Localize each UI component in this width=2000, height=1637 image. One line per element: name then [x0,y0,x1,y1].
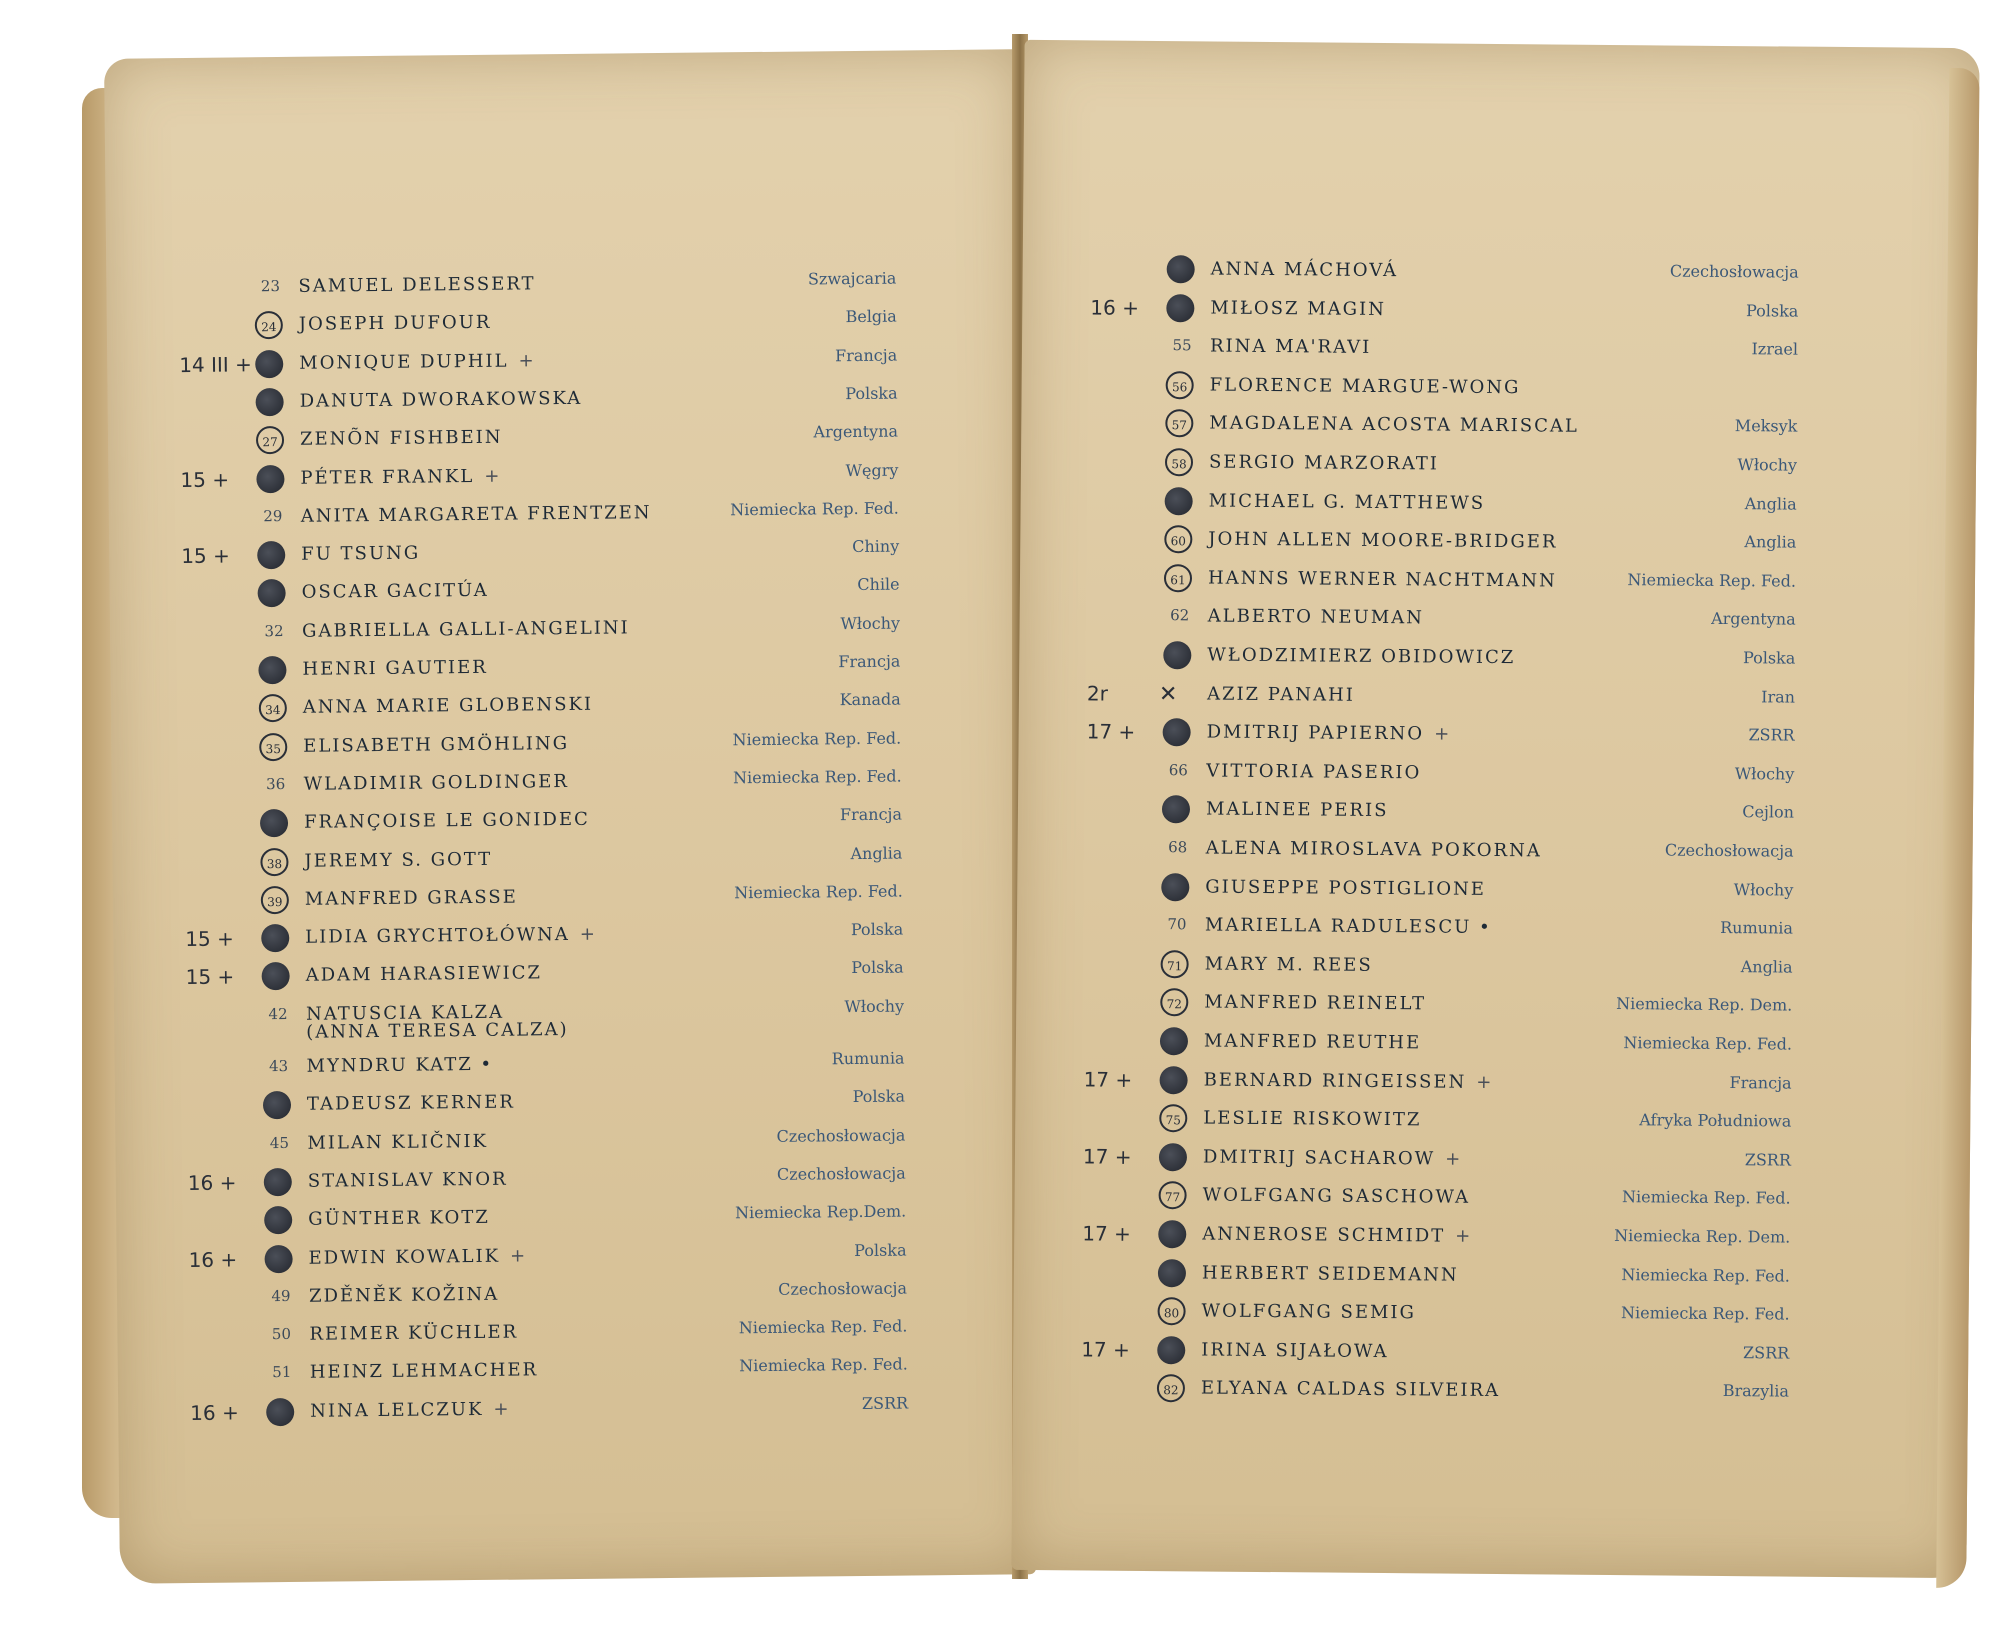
filled-circle-mark-icon [257,541,285,569]
entry-name: DMITRIJ PAPIERNO + [1206,721,1452,745]
entry-name: BERNARD RINGEISSEN + [1203,1069,1494,1093]
entry-country: Niemiecka Rep. Fed. [738,1316,908,1338]
list-item [185,957,904,997]
handwritten-margin-note: 15 + [185,926,234,952]
handwritten-margin-note: 17 + [1082,1144,1132,1169]
right-page [1011,40,1979,1578]
entry-country: Polska [1742,648,1796,668]
handwritten-margin-note: 15 + [180,467,230,492]
entry-name: MARIELLA RADULESCU • [1204,914,1492,939]
list-item [260,575,900,614]
entry-number: 66 [1168,760,1188,780]
filled-circle-mark-icon [258,656,286,684]
circled-number: 57 [1165,409,1193,437]
entry-name: DMITRIJ SACHAROW + [1202,1146,1463,1170]
list-item [1160,1261,1790,1298]
entry-country: ZSRR [1743,1342,1790,1363]
entry-country: Węgry [845,460,899,480]
list-item [1166,566,1796,603]
left-page [104,49,1036,1584]
entry-country: Francja [1729,1072,1792,1093]
entry-country: Argentyna [1711,609,1796,630]
circled-number: 60 [1164,525,1192,553]
circled-number: 82 [1157,1374,1185,1402]
entry-country: Czechosłowacja [776,1125,906,1146]
entry-name: HERBERT SEIDEMANN [1201,1262,1459,1286]
entry-name: MYNDRU KATZ • [306,1053,494,1077]
handwritten-cross-icon: + [1434,723,1452,745]
entry-name: MANFRED GRASSE [304,886,518,910]
entry-number: 42 [268,1004,288,1023]
handwritten-cross-icon: + [579,923,598,945]
list-item [1162,1029,1792,1066]
entry-name: MAGDALENA ACOSTA MARISCAL [1209,412,1579,438]
filled-circle-mark-icon [263,1091,291,1119]
entry-country: Szwajcaria [807,268,897,289]
entry-country: Włochy [844,996,905,1016]
handwritten-margin-note: 2r [1086,681,1109,706]
handwritten-margin-note: 15 + [181,543,230,569]
list-item [188,1240,907,1279]
list-item [264,996,905,1043]
entry-name-secondary: (ANNA TERESA CALZA) [306,1018,569,1043]
entry-name: ZDĚNĚK KOŽINA [308,1283,500,1307]
list-item [1166,527,1796,564]
entry-number: 62 [1170,606,1190,625]
entry-name: WŁODZIMIERZ OBIDOWICZ [1207,644,1516,669]
entry-country: ZSRR [1748,725,1795,745]
circled-number: 77 [1158,1181,1186,1209]
entry-name: FLORENCE MARGUE-WONG [1209,374,1521,398]
list-item [260,652,900,691]
filled-circle-mark-icon [261,924,289,952]
entry-name: TADEUSZ KERNER [306,1091,516,1116]
list-item [1083,1067,1792,1105]
entry-name: ELYANA CALDAS SILVEIRA [1200,1377,1501,1402]
entry-country: Belgia [845,306,897,327]
entry-number: 70 [1167,915,1187,934]
list-item [265,1087,905,1126]
entry-country: Iran [1761,686,1796,707]
handwritten-cross-icon: + [1476,1071,1494,1093]
entry-name: MANFRED REUTHE [1203,1030,1422,1054]
handwritten-cross-icon: + [1455,1225,1473,1247]
entry-number: 23 [260,277,281,296]
circled-number: 39 [261,886,289,914]
filled-circle-mark-icon [266,1398,294,1426]
filled-circle-mark-icon [1160,1066,1188,1094]
list-item [256,269,896,308]
circled-number: 56 [1166,371,1194,399]
filled-circle-mark-icon [1167,255,1195,283]
entry-name: MALINEE PERIS [1205,798,1389,822]
entry-country: Polska [851,957,904,978]
list-item [1168,373,1798,410]
list-item [258,422,898,461]
filled-circle-mark-icon [1165,487,1193,515]
filled-circle-mark-icon [1157,1336,1185,1364]
right-entries-list [1011,40,1979,1578]
list-item [268,1355,908,1394]
entry-country: Niemiecka Rep.Dem. [735,1201,907,1223]
entry-name: NATUSCIA KALZA [305,1001,505,1025]
entry-country: Niemiecka Rep. Dem. [1614,1226,1791,1247]
handwritten-margin-note: 16 + [1090,295,1140,320]
entry-number: 68 [1168,838,1188,857]
entry-country: Niemiecka Rep. Dem. [1616,994,1793,1015]
entry-name: LIDIA GRYCHTOŁÓWNA + [305,923,598,948]
filled-circle-mark-icon [262,962,290,990]
filled-circle-mark-icon [255,350,283,378]
circled-number: 34 [259,694,287,722]
handwritten-margin-note: 17 + [1081,1337,1130,1362]
entry-country: Afryka Południowa [1639,1110,1792,1131]
list-item [185,919,904,959]
list-item [1165,643,1795,680]
entry-name: MICHAEL G. MATTHEWS [1208,490,1486,514]
entry-number: 32 [264,621,284,640]
entry-country: Polska [1745,300,1799,321]
entry-name: LESLIE RISKOWITZ [1203,1107,1422,1131]
entry-name: ANNA MARIE GLOBENSKI [302,694,594,719]
entry-name: MANFRED REINELT [1204,991,1427,1015]
handwritten-margin-note: 16 + [187,1170,237,1195]
list-item [1164,759,1794,796]
entry-name: VITTORIA PASERIO [1206,760,1422,784]
list-item [263,881,903,920]
entry-country: Włochy [1733,879,1794,900]
circled-number: 75 [1159,1104,1187,1132]
entry-country: Niemiecka Rep. Fed. [1627,569,1797,591]
entry-country: Włochy [1737,455,1798,475]
entry-country: Czechosłowacja [776,1163,906,1184]
entry-name: PÉTER FRANKL + [300,465,502,489]
list-item [258,383,898,422]
list-item [1163,913,1793,950]
entry-country: Niemiecka Rep. Fed. [1623,1033,1793,1054]
entry-country: ZSRR [1744,1149,1792,1170]
entry-country: Anglia [1740,956,1793,977]
list-item [1159,1376,1789,1413]
entry-country: Brazylia [1722,1381,1790,1401]
entry-name: DANUTA DWORAKOWSKA [299,387,583,412]
entry-country: Argentyna [813,421,899,442]
list-item [1161,1106,1791,1143]
handwritten-margin-note: 17 + [1083,1067,1133,1092]
filled-circle-mark-icon [1163,718,1191,746]
list-item [1165,605,1795,642]
handwritten-margin-note: 16 + [190,1400,239,1425]
list-item [1159,1299,1789,1336]
cross-out-mark-icon: ✕ [1158,681,1178,707]
entry-name: NINA LELCZUK + [310,1398,511,1422]
entry-number: 43 [268,1056,289,1076]
handwritten-cross-icon: + [509,1244,528,1267]
entry-country: Niemiecka Rep. Fed. [730,498,899,520]
handwritten-margin-note: 15 + [185,964,235,990]
list-item [1168,334,1798,371]
entry-country: Polska [854,1240,907,1260]
list-item [1162,952,1792,989]
circled-number: 72 [1160,988,1188,1016]
entry-name: ALBERTO NEUMAN [1207,605,1425,629]
list-item [1167,489,1797,526]
entry-name: ANITA MARGARETA FRENTZEN [300,501,652,527]
entry-country: Francja [835,345,898,365]
entry-country: Meksyk [1734,416,1798,437]
circled-number: 24 [255,311,283,339]
list-item [1163,836,1793,873]
filled-circle-mark-icon [1161,873,1189,901]
list-item [1086,719,1795,757]
list-item [180,460,899,499]
list-item [1160,1183,1790,1220]
list-item [1164,797,1794,834]
list-item [181,536,900,576]
entry-number: 36 [266,774,286,794]
entry-name: RINA MA'RAVI [1209,335,1372,359]
entry-name: HEINZ LEHMACHER [309,1359,539,1384]
list-item [267,1278,907,1317]
filled-circle-mark-icon [1158,1220,1186,1248]
list-item [259,498,899,537]
list-item [187,1163,906,1202]
filled-circle-mark-icon [1160,1027,1188,1055]
entry-number: 55 [1172,336,1192,355]
list-item [1090,295,1799,333]
entry-country: Rumunia [831,1048,905,1069]
entry-name: WOLFGANG SASCHOWA [1202,1184,1471,1209]
entry-name: MARY M. REES [1204,953,1373,976]
list-item [266,1202,906,1241]
circled-number: 61 [1164,564,1192,592]
entry-name: ALENA MIROSLAVA POKORNA [1205,837,1542,862]
entry-country: Niemiecka Rep. Fed. [734,881,903,903]
handwritten-cross-icon: + [1445,1148,1463,1170]
entry-country: Włochy [1734,763,1795,784]
entry-country: Anglia [1744,493,1797,514]
entry-country: Niemiecka Rep. Fed. [1621,1187,1791,1208]
entry-name: STANISLAV KNOR [307,1168,508,1192]
filled-circle-mark-icon [260,809,288,837]
entry-country: Niemiecka Rep. Fed. [732,766,902,788]
list-item [1162,990,1792,1027]
list-item [1081,1337,1790,1375]
entry-country: Francja [838,651,901,672]
filled-circle-mark-icon [264,1244,292,1272]
filled-circle-mark-icon [258,579,286,607]
circled-number: 38 [260,847,288,875]
entry-country: Polska [852,1086,906,1107]
list-item [190,1393,909,1432]
entry-country: Czechosłowacja [778,1278,908,1299]
filled-circle-mark-icon [256,464,284,492]
entry-country: Chiny [852,536,900,557]
list-item [264,1049,904,1088]
entry-country: Kanada [839,689,901,710]
entry-country: Niemiecka Rep. Fed. [732,728,902,749]
entry-name: HENRI GAUTIER [302,656,488,680]
entry-country: Anglia [1744,532,1797,552]
entry-country: Cejlon [1742,802,1795,822]
entry-name: MONIQUE DUPHIL + [299,349,536,374]
list-item [262,843,902,882]
entry-country: Rumunia [1720,918,1794,938]
entry-name: IRINA SIJAŁOWA [1201,1339,1389,1362]
entry-name: JOHN ALLEN MOORE-BRIDGER [1208,528,1558,553]
entry-name: ZENÕN FISHBEIN [299,426,503,450]
filled-circle-mark-icon [1163,641,1191,669]
entry-name: ELISABETH GMÖHLING [303,732,570,757]
entry-number: 50 [271,1325,292,1344]
entry-name: OSCAR GACITÚA [301,580,489,604]
list-item [261,690,901,729]
list-item [1082,1221,1791,1259]
entry-country: Chile [857,574,900,595]
entry-name: JEREMY S. GOTT [304,848,493,872]
list-item [265,1125,905,1164]
handwritten-margin-note: 16 + [188,1247,238,1272]
entry-name: SERGIO MARZORATI [1208,451,1440,475]
entry-name: WLADIMIR GOLDINGER [303,770,570,795]
filled-circle-mark-icon [1162,795,1190,823]
list-item [1167,412,1797,449]
entry-country: Niemiecka Rep. Fed. [739,1354,908,1376]
entry-name: MILAN KLIČNIK [307,1130,489,1154]
entry-country: Polska [845,383,898,403]
handwritten-margin-note: 17 + [1086,719,1136,745]
entry-country: Polska [850,919,904,940]
list-item [267,1317,907,1356]
entry-country: Niemiecka Rep. Fed. [1620,1303,1790,1324]
circled-number: 27 [256,426,284,454]
entry-name: ANNEROSE SCHMIDT + [1202,1223,1473,1247]
list-item [1169,257,1799,294]
handwritten-cross-icon: + [484,465,502,487]
circled-number: 35 [259,733,287,761]
entry-name: GÜNTHER KOTZ [308,1207,490,1230]
entry-country: Anglia [850,843,903,863]
entry-country: Włochy [840,613,901,633]
entry-country: ZSRR [861,1393,909,1413]
entry-country: Izrael [1751,339,1799,359]
entry-name: JOSEPH DUFOUR [298,312,492,336]
entry-country: Czechosłowacja [1669,261,1799,282]
filled-circle-mark-icon [1159,1143,1187,1171]
handwritten-cross-icon: + [518,349,536,372]
entry-name: ADAM HARASIEWICZ [305,962,543,987]
list-item [257,307,897,346]
entry-number: 49 [271,1286,291,1305]
handwritten-margin-note: 17 + [1082,1221,1131,1246]
entry-name: HANNS WERNER NACHTMANN [1207,567,1557,592]
open-book [82,34,1977,1594]
filled-circle-mark-icon [264,1168,292,1196]
circled-number: 58 [1165,448,1193,476]
entry-name: ANNA MÁCHOVÁ [1210,258,1399,282]
entry-country: Francja [839,804,903,825]
entry-name: GABRIELLA GALLI-ANGELINI [301,617,630,642]
entry-name: SAMUEL DELESSERT [298,273,536,297]
list-item [179,345,898,384]
list-item [1163,875,1793,912]
list-item [1167,450,1797,487]
entry-name: EDWIN KOWALIK + [308,1244,528,1269]
left-entries-list [104,49,1036,1584]
entry-country: Niemiecka Rep. Fed. [1621,1264,1791,1286]
entry-name: FU TSUNG [301,542,421,565]
filled-circle-mark-icon [255,388,283,416]
list-item [1082,1144,1792,1182]
list-item [261,728,901,767]
handwritten-margin-note: 14 III + [179,351,252,377]
entry-name: GIUSEPPE POSTIGLIONE [1205,876,1487,900]
list-item [1086,681,1796,719]
circled-number: 80 [1157,1297,1185,1325]
entry-country: Czechosłowacja [1664,840,1794,861]
filled-circle-mark-icon [264,1206,292,1234]
filled-circle-mark-icon [1166,294,1194,322]
list-item [260,613,900,652]
entry-name: AZIZ PANAHI [1206,683,1355,706]
handwritten-cross-icon: + [493,1398,511,1420]
list-item [262,805,902,844]
entry-name: REIMER KÜCHLER [309,1321,519,1345]
circled-number: 71 [1161,950,1189,978]
entry-name: FRANÇOISE LE GONIDEC [303,808,590,833]
list-item [262,766,902,805]
entry-number: 51 [272,1363,292,1382]
entry-number: 45 [269,1133,290,1152]
entry-number: 29 [263,506,283,525]
filled-circle-mark-icon [1158,1259,1186,1287]
entry-name: MIŁOSZ MAGIN [1210,297,1387,320]
entry-name: WOLFGANG SEMIG [1201,1300,1417,1324]
